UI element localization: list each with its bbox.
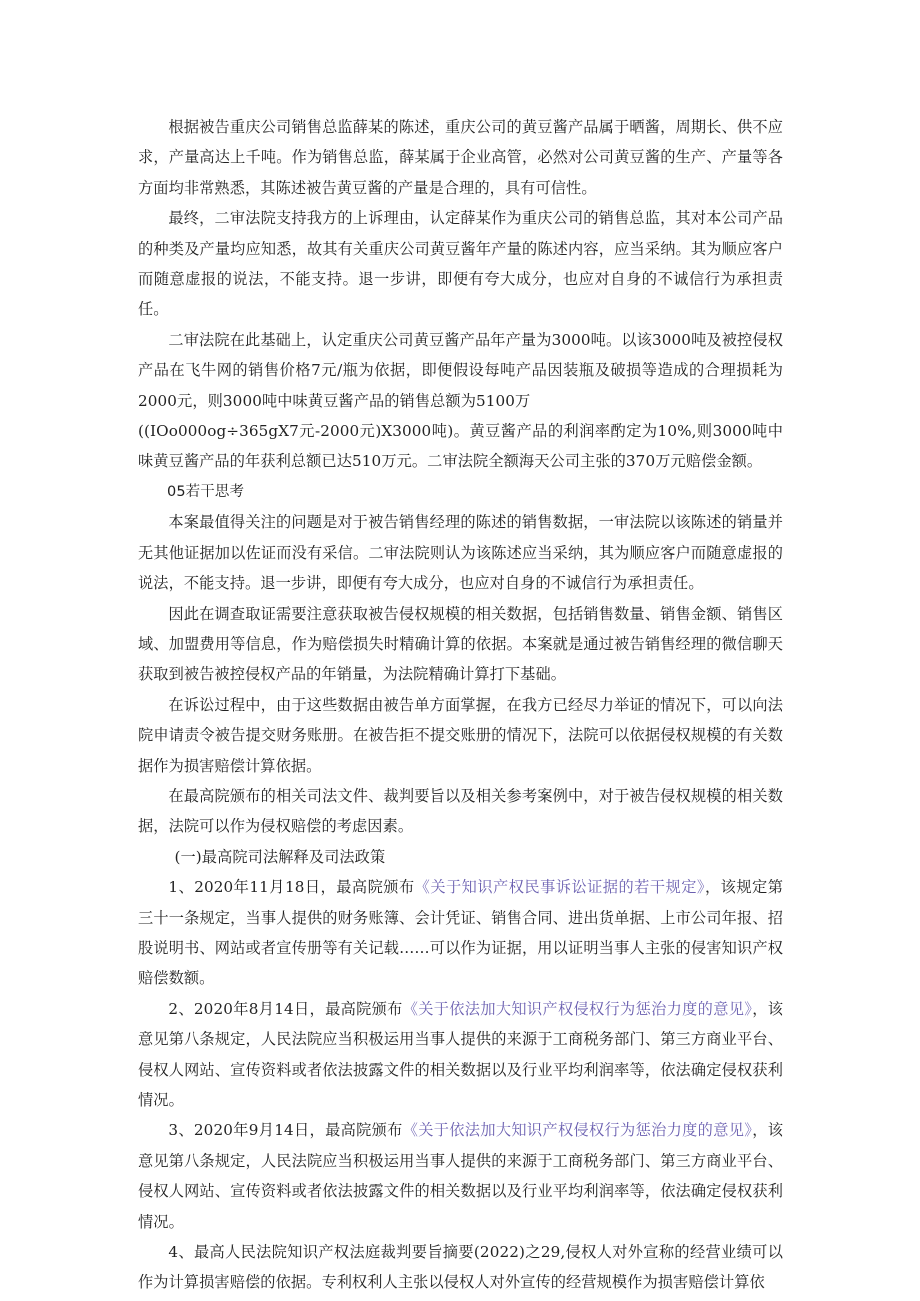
thought-paragraph-2: 因此在调查取证需要注意获取被告侵权规模的相关数据，包括销售数量、销售金额、销售区域、加盟费用等信息，作为赔偿损失时精确计算的依据。本案就是通过被告销售经理的微信聊天获取到被告被控侵权产品的年销量，为法院精确计算打下基础。 bbox=[138, 604, 783, 684]
item-text: 1、2020年11月18日，最高院颁布 bbox=[168, 878, 415, 897]
paragraph-3: 二审法院在此基础上，认定重庆公司黄豆酱产品年产量为3000吨。以该3000吨及被控侵权产品在飞牛网的销售价格7元/瓶为依据，即便假设每吨产品因装瓶及破损等造成的合理损耗为2000元，则3000吨中味黄豆酱产品的销售总额为5100万 bbox=[138, 330, 783, 410]
paragraph-1: 根据被告重庆公司销售总监薛某的陈述，重庆公司的黄豆酱产品属于晒酱，周期长、供不应求，产量高达上千吨。作为销售总监，薛某属于企业高管，必然对公司黄豆酱的生产、产量等各方面均非常熟悉，其陈述被告黄豆酱的产量是合理的，具有可信性。 bbox=[138, 118, 783, 197]
subsection-heading: (一)最高院司法解释及司法政策 bbox=[174, 847, 386, 866]
document-body bbox=[138, 112, 783, 1298]
regulation-link[interactable]: 《关于依法加大知识产权侵权行为惩治力度的意见》 bbox=[402, 1121, 753, 1140]
item-text: 2、2020年8月14日，最高院颁布 bbox=[168, 999, 403, 1018]
item-text: 3、2020年9月14日，最高院颁布 bbox=[168, 1121, 403, 1140]
paragraph-2: 最终，二审法院支持我方的上诉理由，认定薛某作为重庆公司的销售总监，其对本公司产品的种类及产量均应知悉，故其有关重庆公司黄豆酱年产量的陈述内容，应当采纳。其为顺应客户而随意虚报的说法，不能支持。退一步讲，即便有夸大成分，也应对自身的不诚信行为承担责任。 bbox=[138, 209, 783, 319]
item-text: ，该规定第三十一条规定，当事人提供的财务账簿、会计凭证、销售合同、进出货单据、上市公司年报、招股说明书、网站或者宣传册等有关记载……可以作为证据，用以证明当事人主张的侵害知识产权赔偿数额。 bbox=[138, 878, 783, 988]
regulation-link[interactable]: 《关于依法加大知识产权侵权行为惩治力度的意见》 bbox=[402, 999, 753, 1018]
list-item-3 bbox=[138, 1115, 783, 1237]
item-text: ，该意见第八条规定，人民法院应当积极运用当事人提供的来源于工商税务部门、第三方商业平台、侵权人网站、宣传资料或者依法披露文件的相关数据以及行业平均利润率等，依法确定侵权获利情况。 bbox=[138, 1121, 784, 1231]
thought-paragraph-4: 在最高院颁布的相关司法文件、裁判要旨以及相关参考案例中，对于被告侵权规模的相关数据，法院可以作为侵权赔偿的考虑因素。 bbox=[138, 786, 783, 836]
paragraph-4: ((IOo000og÷365gX7元-2000元)X3000吨)。黄豆酱产品的利润率酌定为10%,则3000吨中味黄豆酱产品的年获利总额已达510万元。二审法院全额海天公司主张的370万元赔偿金额。 bbox=[138, 422, 783, 471]
list-item-2 bbox=[138, 994, 783, 1116]
section-heading: 05若干思考 bbox=[167, 483, 245, 500]
regulation-link[interactable]: 《关于知识产权民事诉讼证据的若干规定》 bbox=[414, 878, 705, 897]
list-item-1 bbox=[138, 872, 783, 994]
thought-paragraph-1: 本案最值得关注的问题是对于被告销售经理的陈述的销售数据，一审法院以该陈述的销量并无其他证据加以佐证而没有采信。二审法院则认为该陈述应当采纳，其为顺应客户而随意虚报的说法，不能支持。退一步讲，即便有夸大成分，也应对自身的不诚信行为承担责任。 bbox=[138, 513, 783, 593]
thought-paragraph-3: 在诉讼过程中，由于这些数据由被告单方面掌握，在我方已经尽力举证的情况下，可以向法院申请责令被告提交财务账册。在被告拒不提交账册的情况下，法院可以依据侵权规模的有关数据作为损害赔偿计算依据。 bbox=[138, 695, 783, 775]
item-text: ，该意见第八条规定，人民法院应当积极运用当事人提供的来源于工商税务部门、第三方商业平台、侵权人网站、宣传资料或者依法披露文件的相关数据以及行业平均利润率等，依法确定侵权获利情况。 bbox=[138, 999, 784, 1109]
list-item-4: 4、最高人民法院知识产权法庭裁判要旨摘要(2022)之29,侵权人对外宣称的经营业绩可以作为计算损害赔偿的依据。专利权利人主张以侵权人对外宣传的经营规模作为损害赔偿计算依 bbox=[138, 1243, 783, 1292]
